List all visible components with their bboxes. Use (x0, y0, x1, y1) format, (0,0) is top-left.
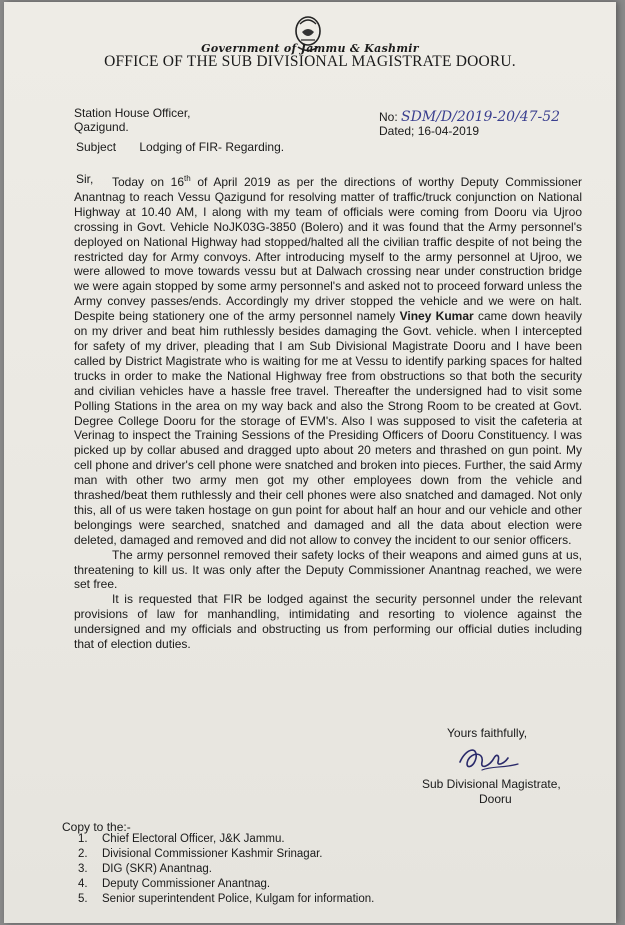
body-paragraph-2: The army personnel removed their safety locks of their weapons and aimed guns at us, threatening to kill us. It was only after the Deputy Commissioner Anantnag reached, we were set free. (74, 547, 582, 592)
subject-text: Lodging of FIR- Regarding. (139, 140, 285, 154)
copy-to-title: Copy to the:- (62, 820, 131, 834)
letter-page (4, 2, 616, 923)
body-p1-superscript: th (184, 174, 191, 183)
list-item: 4. Deputy Commissioner Anantnag. (78, 878, 271, 890)
subject-label: Subject (76, 140, 117, 154)
body-paragraph-3: It is requested that FIR be lodged against the security personnel under the relevant provisions of law for manhandling, intimidating and resorting to violence against the undersigned and my officials and obstructing us from performing our official duties including that of election duties. (74, 592, 582, 652)
addressee-line-1: Station House Officer, (74, 106, 191, 120)
salutation: Sir, (76, 172, 94, 186)
reference-date-value: 16-04-2019 (417, 124, 480, 138)
reference-date-label: Dated; (379, 124, 415, 138)
office-heading: OFFICE OF THE SUB DIVISIONAL MAGISTRATE DOORU. (104, 53, 516, 70)
reference-number-label: No: (379, 110, 398, 124)
subject-line (76, 140, 284, 154)
body-p1-end: came down heavily on my driver and beat him ruthlessly besides damaging the Govt. vehicle. when I intercepted for safety of my driver, pleading that I am Sub Divisional Magistrate Dooru and I have been called by District Magistrate who is waiting for me at Vessu to identify parking spaces for halted trucks in order to make the National Highway free from obstructions so that both the security and civilian vehicles have a hassle free travel. Thereafter the undersigned had to visit some Polling Stations in the area on my way back and also the Strong Room to be created at Govt. Degree College Dooru for the storage of EVM's. Also I was supposed to visit the cafeteria at Verinag to inspect the Training Sessions of the Presiding Officers of Dooru Constituency. I was picked up by collar abused and dragged upto about 20 meters and thrashed on gun point. My cell phone and driver's cell phone were snatched and broken into pieces. Further, the said Army man with other two army men got my other employees down from the vehicle and thrashed/beat them ruthlessly and their cell phones were also snatched and damaged. Not only this, all of us were taken hostage on gun point for about half an hour and our vehicle and other belongings were searched, snatched and damaged and all the data about election were deleted, damaged and removed and did not allow to convey the incident to our senior officers. (74, 309, 582, 547)
signatory (422, 777, 561, 807)
signatory-place: Dooru (479, 792, 512, 806)
list-item: 2. Divisional Commissioner Kashmir Srinagar. (78, 848, 323, 860)
closing: Yours faithfully, (447, 726, 528, 740)
body-paragraph-1 (74, 172, 582, 548)
list-item: 1. Chief Electoral Officer, J&K Jammu. (78, 833, 285, 845)
body-p1-start: Today on 16 (112, 175, 185, 189)
list-item: 3. DIG (SKR) Anantnag. (78, 863, 212, 875)
body-p1-middle: of April 2019 as per the directions of worthy Deputy Commissioner Anantnag to reach Vessu Qazigund for resolving matter of traffic/truck conjunction on National Highway at 10.40 AM, I along with my team of officials were coming from Dooru via Ujroo crossing in Govt. Vehicle NoJK03G-3850 (Bolero) and it was found that the Army personnel's deployed on National Highway had stopped/halted all the civilian traffic despite of not being the restricted day for Army convoys. After introducing myself to the army personnel at Ujroo, we were allowed to move towards vessu but at Dalwach crossing near under construction bridge we were again stopped by some army personnel's and asked not to proceed forward unless the Army convey passes/ends. Accordingly my driver stopped the vehicle and we were on halt. Despite being stationery one of the army personnel namely (74, 175, 582, 324)
list-item: 5. Senior superintendent Police, Kulgam for information. (78, 893, 375, 905)
reference-number (379, 109, 560, 125)
copy-to-list (78, 832, 374, 907)
handwritten-signature (452, 740, 528, 776)
reference-date (379, 124, 479, 138)
addressee (74, 106, 191, 134)
body-p1-name: Viney Kumar (399, 309, 474, 324)
signatory-title: Sub Divisional Magistrate, (422, 777, 561, 791)
government-heading: Government of Jammu & Kashmir (201, 42, 419, 55)
letter-body (74, 164, 582, 652)
addressee-line-2: Qazigund. (74, 120, 129, 134)
reference-number-value: SDM/D/2019-20/47-52 (401, 109, 561, 125)
